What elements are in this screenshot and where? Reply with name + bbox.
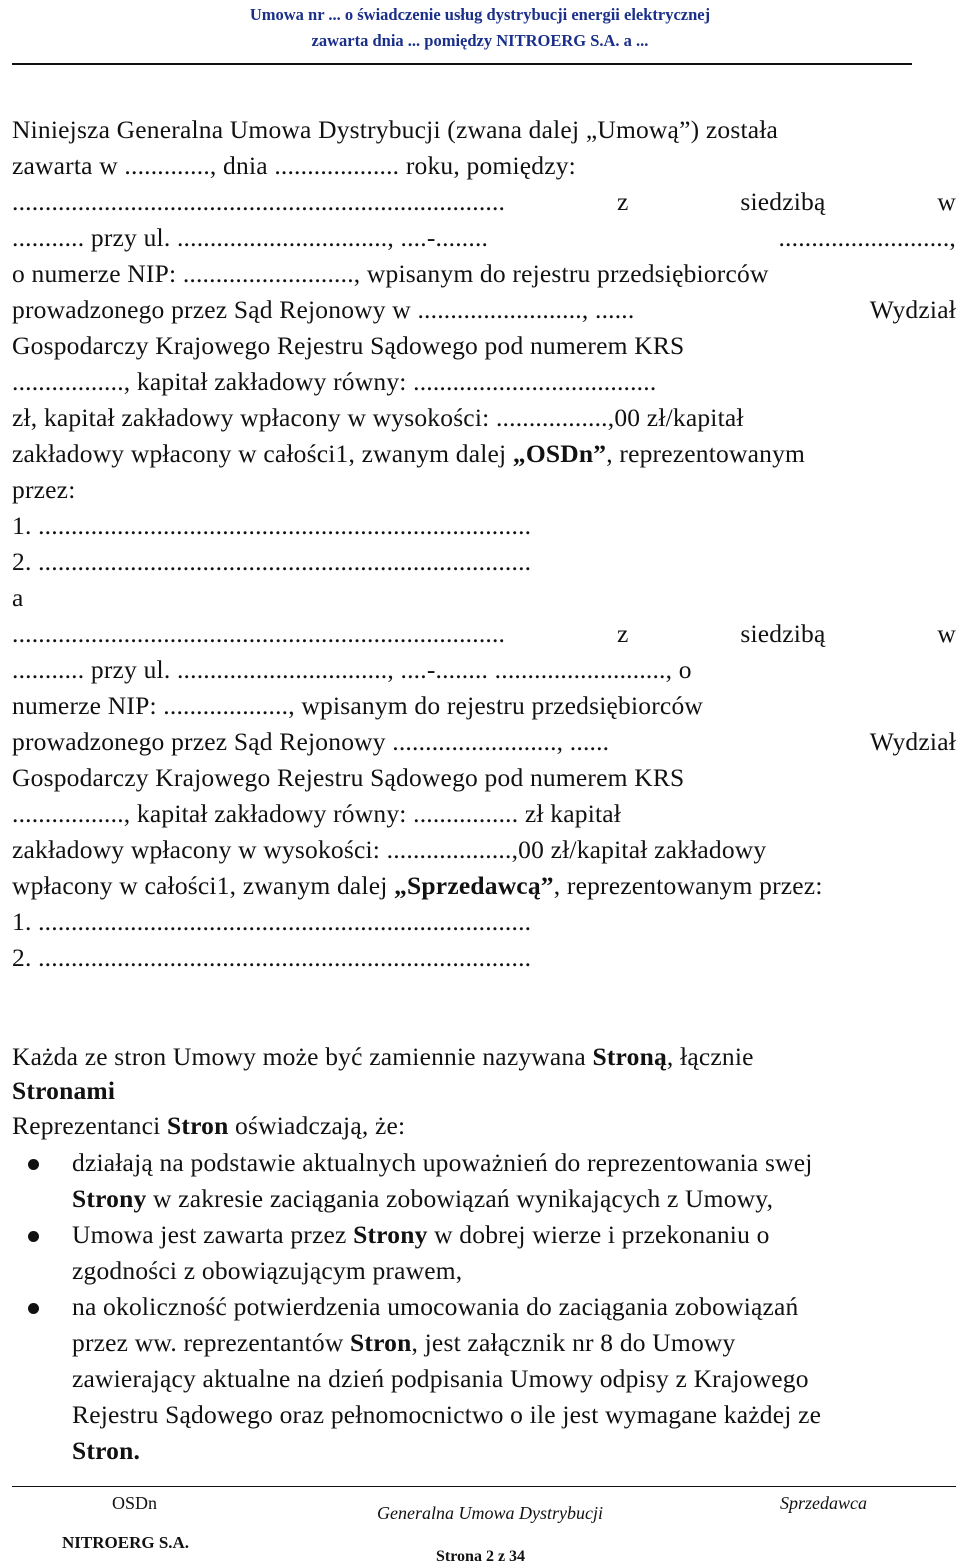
term-osdn: „OSDn” <box>512 439 607 468</box>
footer-document-title: Generalna Umowa Dystrybucji <box>377 1503 603 1523</box>
second-line-2: ........... przy ul. ................................, ....-........ .........................., o <box>12 655 692 684</box>
intro-line-7: Gospodarczy Krajowego Rejestru Sądowego pod numerem KRS <box>12 331 685 360</box>
intro-line-11: przez: <box>12 475 76 504</box>
bullet-2-line-2: zgodności z obowiązującym prawem, <box>72 1256 463 1285</box>
second-line-7: zakładowy wpłacony w wysokości: ...................,00 zł/kapitał zakładowy <box>12 835 767 864</box>
footer-page-number: Strona 2 z 34 <box>436 1548 526 1565</box>
intro-line-8: ................., kapitał zakładowy równy: ..................................... <box>12 367 657 396</box>
intro-line-10: zakładowy wpłacony w całości1, zwanym dalej „OSDn”, reprezentowanym <box>12 439 806 468</box>
intro-line-4: ........... przy ul. ................................, ....-........ .........................., <box>12 223 956 252</box>
header-date-line: zawarta dnia ... pomiędzy NITROERG S.A. a ... <box>311 31 649 50</box>
intro-line-6: prowadzonego przez Sąd Rejonowy w ........................., ...... Wydział <box>12 295 956 324</box>
second-representative-1: 1. ........................................................................... <box>12 907 532 936</box>
second-line-5: Gospodarczy Krajowego Rejestru Sądowego pod numerem KRS <box>12 763 685 792</box>
bullet-2-marker <box>28 1231 39 1242</box>
intro-line-9: zł, kapitał zakładowy wpłacony w wysokości: .................,00 zł/kapitał <box>12 403 744 432</box>
intro-line-5: o numerze NIP: .........................., wpisanym do rejestru przedsiębiorców <box>12 259 769 288</box>
parties-line-1: Każda ze stron Umowy może być zamiennie nazywana Stroną, łącznie <box>12 1042 754 1071</box>
second-line-8: wpłacony w całości1, zwanym dalej „Sprzedawcą”, reprezentowanym przez: <box>12 871 823 900</box>
bullet-1-line-1: działają na podstawie aktualnych upoważnień do reprezentowania swej <box>72 1148 813 1177</box>
intro-line-3: ........................................................................... z siedzibą w <box>12 187 956 216</box>
footer-divider <box>12 1486 956 1487</box>
bullet-3-marker <box>28 1303 39 1314</box>
bullet-2-line-1: Umowa jest zawarta przez Strony w dobrej wierze i przekonaniu o <box>72 1220 770 1249</box>
bullet-3-line-5: Stron. <box>72 1436 141 1465</box>
bullet-3-line-1: na okoliczność potwierdzenia umocowania do zaciągania zobowiązań <box>72 1292 799 1321</box>
bullet-1-line-2: Strony w zakresie zaciągania zobowiązań wynikających z Umowy, <box>72 1184 774 1213</box>
second-line-3: numerze NIP: ..................., wpisanym do rejestru przedsiębiorców <box>12 691 704 720</box>
footer-company-name: NITROERG S.A. <box>62 1533 190 1552</box>
representative-2: 2. ........................................................................... <box>12 547 532 576</box>
bullet-3-line-2: przez ww. reprezentantów Stron, jest załącznik nr 8 do Umowy <box>72 1328 736 1357</box>
header-divider <box>12 63 912 65</box>
term-sprzedawca: „Sprzedawcą” <box>394 871 554 900</box>
conjunction-a: a <box>12 583 24 612</box>
bullet-3-line-3: zawierający aktualne na dzień podpisania Umowy odpisy z Krajowego <box>72 1364 809 1393</box>
bullet-1-marker <box>28 1159 39 1170</box>
bullet-3-line-4: Rejestru Sądowego oraz pełnomocnictwo o ile jest wymagane każdej ze <box>72 1400 822 1429</box>
footer-sprzedawca-label: Sprzedawca <box>780 1493 867 1513</box>
second-line-6: ................., kapitał zakładowy równy: ................ zł kapitał <box>12 799 622 828</box>
second-line-1: ........................................................................... z siedzibą w <box>12 619 956 648</box>
intro-line-1: Niniejsza Generalna Umowa Dystrybucji (zwana dalej „Umową”) została <box>12 115 779 144</box>
parties-line-3: Reprezentanci Stron oświadczają, że: <box>12 1111 406 1140</box>
second-representative-2: 2. ........................................................................... <box>12 943 532 972</box>
intro-line-2: zawarta w ............., dnia ................... roku, pomiędzy: <box>12 151 576 180</box>
second-line-4: prowadzonego przez Sąd Rejonowy ........................., ...... Wydział <box>12 727 956 756</box>
representative-1: 1. ........................................................................... <box>12 511 532 540</box>
blank-party-name: ........................................................................... <box>12 187 506 216</box>
header-contract-line: Umowa nr ... o świadczenie usług dystrybucji energii elektrycznej <box>249 5 711 24</box>
parties-line-2: Stronami <box>12 1076 116 1105</box>
footer-osdn-label: OSDn <box>112 1493 158 1513</box>
